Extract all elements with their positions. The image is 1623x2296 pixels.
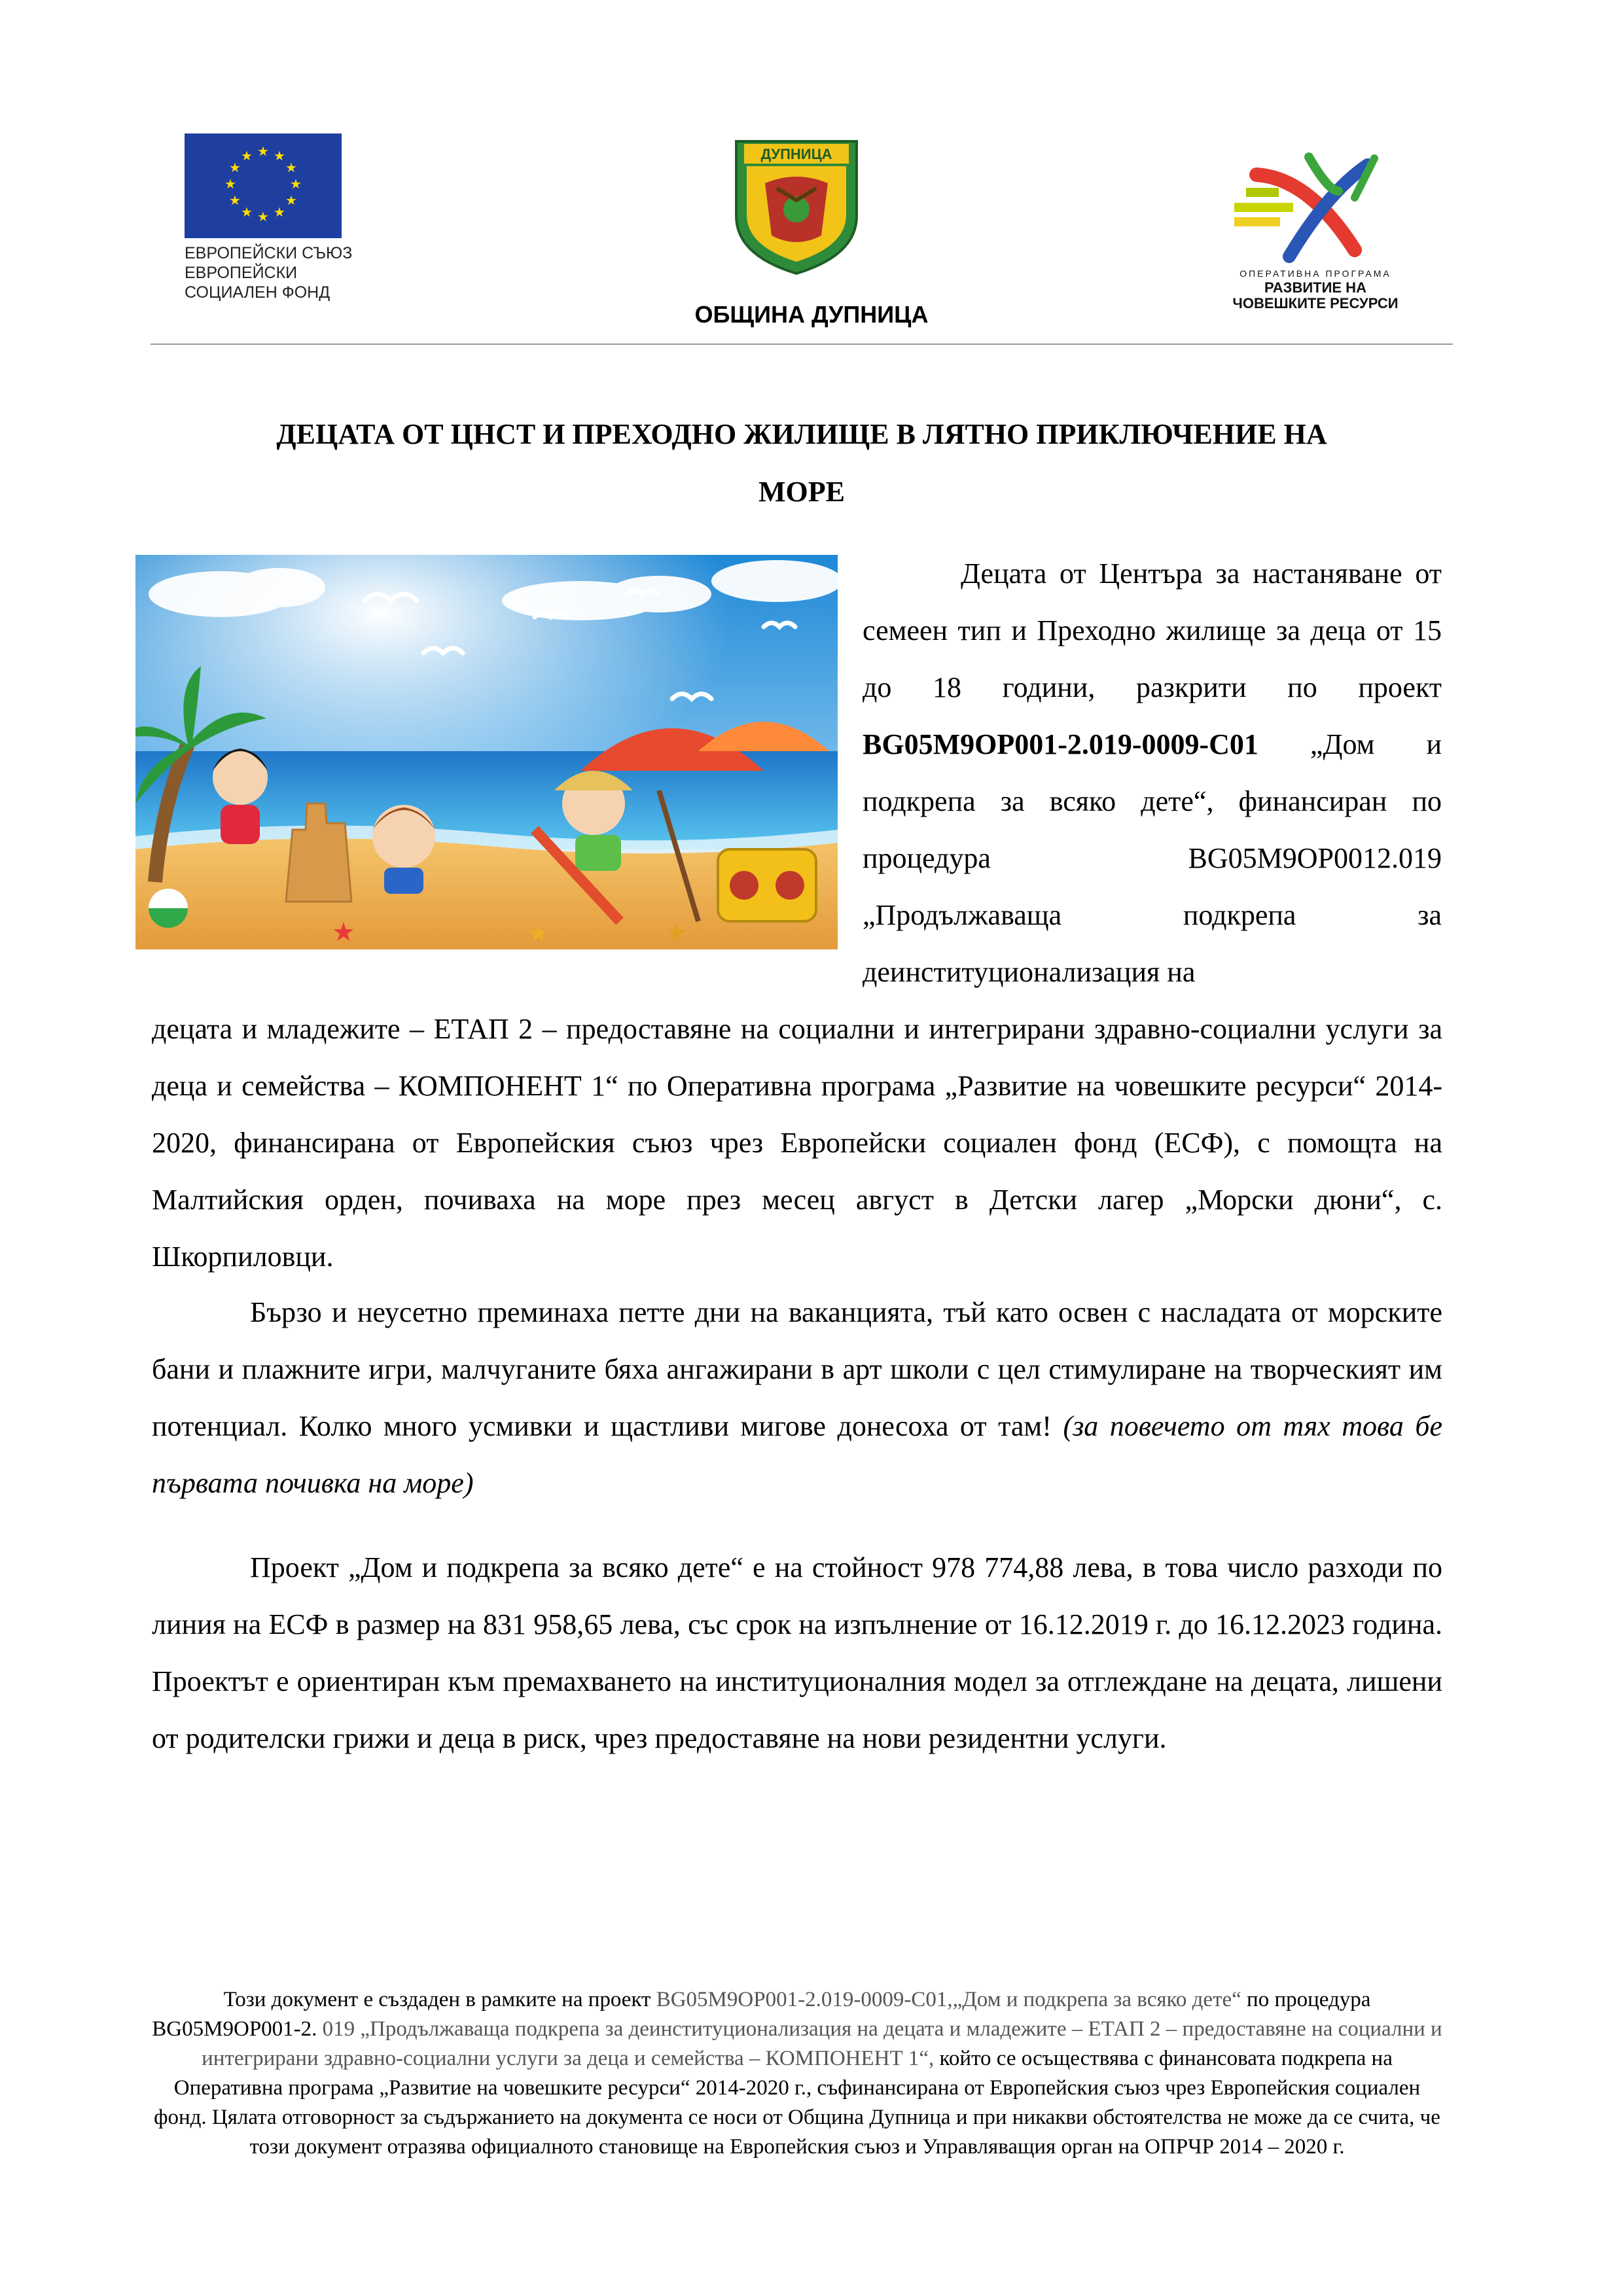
footer-text: Този документ е създаден в рамките на проект	[223, 1988, 651, 2011]
paragraph-intro	[863, 545, 1442, 1000]
hr-program-line1: РАЗВИТИЕ НА	[1264, 279, 1366, 296]
svg-text:★: ★	[274, 148, 285, 164]
hr-program-label	[1221, 267, 1410, 311]
svg-text:★: ★	[666, 918, 688, 947]
eu-label-line: СОЦИАЛЕН ФОНД	[185, 283, 330, 302]
footer-project: BG05M9OP001-2.019-0009-C01,„Дом и подкрепа за всяко дете“	[656, 1988, 1241, 2011]
paragraph-text: Децата от Центъра за настаняване от семеен тип и Преходно жилище за деца от 15 до 18 години, разкрити по проект	[863, 557, 1442, 703]
municipality-name: ОБЩИНА ДУПНИЦА	[694, 301, 929, 328]
eu-flag-logo	[185, 133, 342, 238]
svg-text:★: ★	[229, 192, 241, 208]
title-line: ДЕЦАТА ОТ ЦНСТ И ПРЕХОДНО ЖИЛИЩЕ В ЛЯТНО ПРИКЛЮЧЕНИЕ НА	[276, 418, 1327, 450]
paragraph-project: Проект „Дом и подкрепа за всяко дете“ е на стойност 978 774,88 лева, в това число разходи по линия на ЕСФ в размер на 831 958,65 лева, със срок на изпълнение от 16.12.2019 г. до 16.12.2023 година. Проектът е ориентиран към премахването на институционалния модел за отглеждане на децата, лишени от родителски грижи и деца в риск, чрез предоставяне на нови резидентни услуги.	[152, 1551, 1442, 1754]
svg-text:★: ★	[224, 176, 236, 192]
svg-text:★: ★	[229, 160, 241, 175]
eu-fund-label	[185, 243, 352, 302]
svg-text:★: ★	[528, 921, 548, 947]
svg-text:★: ★	[290, 176, 302, 192]
beach-illustration	[135, 555, 838, 949]
paragraph-vacation	[152, 1284, 1442, 1511]
title-line: МОРЕ	[758, 476, 845, 508]
footer-disclaimer	[152, 1985, 1442, 2162]
eu-label-line: ЕВРОПЕЙСКИ	[185, 264, 298, 282]
svg-text:★: ★	[241, 204, 253, 220]
svg-text:★: ★	[241, 148, 253, 164]
paragraph-continuation: децата и младежите – ЕТАП 2 – предоставяне на социални и интегрирани здравно-социални услуги за деца и семейства – КОМПОНЕНТ 1“ по Оперативна програма „Развитие на човешките ресурси“ 2014-2020, финансирана от Европейския съюз чрез Европейски социален фонд (ЕСФ), с помощта на Малтийския орден, почиваха на море през месец август в Детски лагер „Морски дюни“, с. Шкорпиловци.	[152, 1013, 1442, 1273]
hr-program-small: ОПЕРАТИВНА ПРОГРАМА	[1240, 268, 1391, 279]
svg-text:★: ★	[274, 204, 285, 220]
paragraph-text: „Дом и подкрепа за всяко дете“, финансиран по процедура BG05M9OP0012.019 „Продължаваща подкрепа за деинституционализация на	[863, 728, 1442, 988]
eu-label-line: ЕВРОПЕЙСКИ СЪЮЗ	[185, 244, 353, 262]
footer-procedure: 019 „Продължаваща подкрепа за деинституционализация на децата и младежите – ЕТАП 2 – предоставяне на социални и интегрирани здравно-социални услуги за деца и семейства – КОМПОНЕНТ 1“,	[202, 2017, 1442, 2070]
svg-text:★: ★	[285, 192, 297, 208]
eu-stars-icon	[185, 133, 342, 238]
project-code: BG05M9OP001-2.019-0009-C01	[863, 728, 1258, 760]
svg-text:★: ★	[332, 917, 355, 947]
svg-text:★: ★	[257, 143, 269, 159]
header-divider	[151, 344, 1453, 345]
footer-text: който се осъществява с финансовата подкрепа на Оперативна програма „Развитие на човешките ресурси“ 2014-2020 г., съфинансирана от Европейския съюз чрез Европейския социален фонд. Цялата отговорност за съдържанието на документа се носи от Община Дупница и при никакви обстоятелства не може да се счита, че този документ отразява официалното становище на Европейския съюз и Управляващия орган на ОПРЧР 2014 – 2020 г.	[154, 2047, 1440, 2159]
svg-text:★: ★	[285, 160, 297, 175]
italic-note: (за повечето от тях това бе първата почивка на море)	[152, 1410, 1443, 1499]
hr-program-logo-icon	[1230, 152, 1394, 263]
dupnitsa-crest-icon	[731, 137, 862, 276]
paragraph-text: Бързо и неусетно преминаха петте дни на ваканцията, тъй като освен с насладата от морските бани и плажните игри, малчуганите бяха ангажирани в арт школи с цел стимулиране на творческият им потенциал. Колко много усмивки и щастливи мигове донесоха от там!	[152, 1296, 1442, 1442]
hr-program-line2: ЧОВЕШКИТЕ РЕСУРСИ	[1232, 295, 1399, 311]
document-title	[151, 406, 1453, 521]
svg-text:★: ★	[257, 209, 269, 224]
footer-text: по процедура BG05M9OP001-2.	[152, 1988, 1371, 2041]
crest-label: ДУПНИЦА	[760, 146, 832, 162]
